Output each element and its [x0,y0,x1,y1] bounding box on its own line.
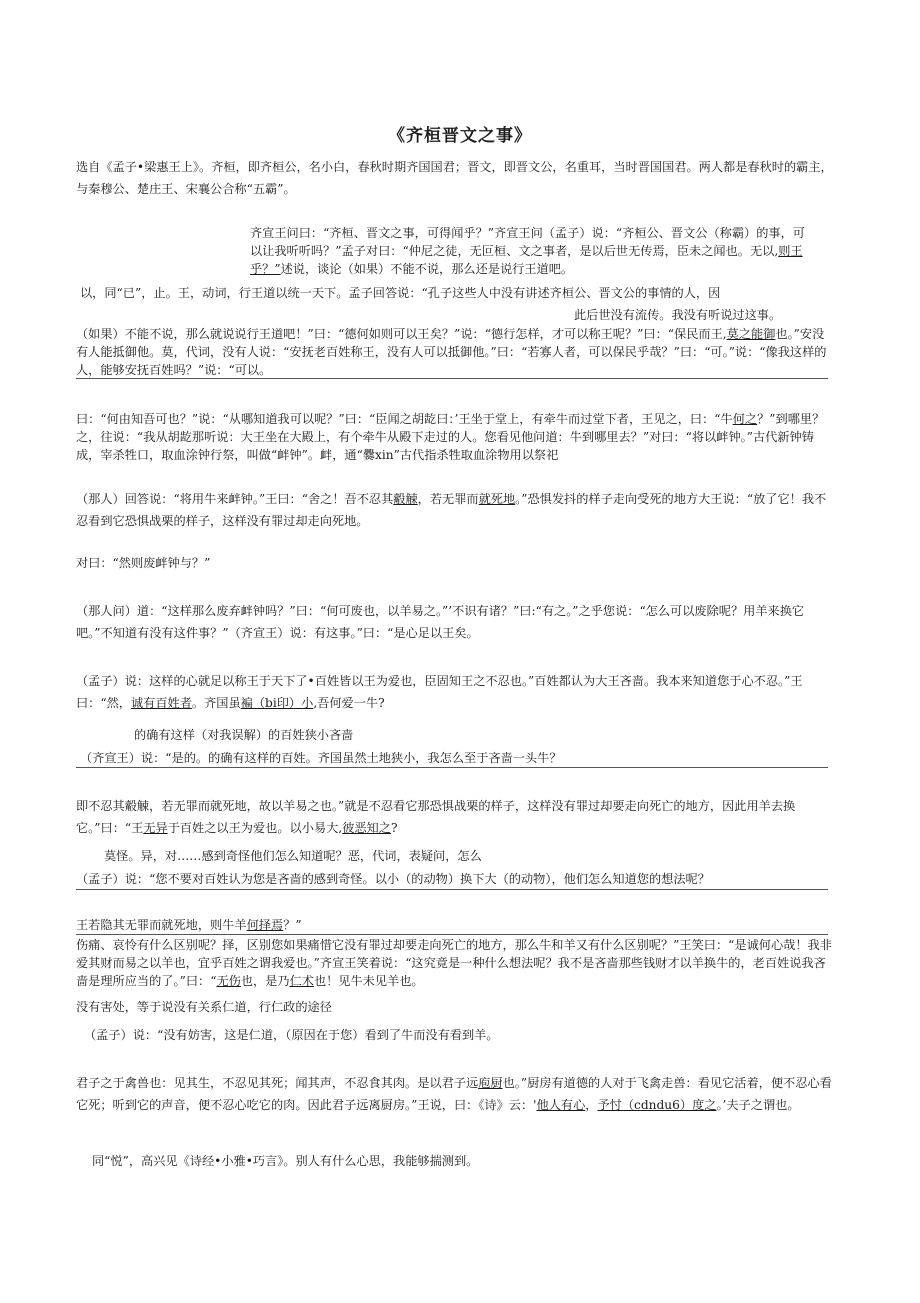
paragraph-1a-text: 齐宣王问曰：“齐桓、晋文之事，可得闻乎？”齐宣王问（孟子）说：“齐桓公、晋文公（称霸）的事，可以让我听听吗？”孟子对曰：“仲尼之徒，无叵桓、文之事者，是以后世无传焉，臣未之闻也。无以, [250,226,805,258]
underlined-term: 何择焉 [246,918,284,932]
underlined-term: 则王乎？” [250,244,803,276]
paragraph-4-mid: ，若无罪而 [417,492,479,506]
paragraph-16: （孟子）说：“没有妨害，这是仁道，（原因在于您）看到了牛而没有看到羊。 [84,1028,499,1042]
underlined-term: 何之 [732,412,758,426]
underlined-term: 就死地 [478,492,516,506]
paragraph-10-mid: 于百姓之以王为爱也。以小易大, [167,821,343,835]
paragraph-13 [76,914,302,936]
paragraph-2 [76,325,836,379]
paragraph-3-text: 曰：“何由知吾可也？”说：“从哪知道我可以呢？”曰：“臣闻之胡龁曰：’王坐于堂上，有牵牛而过堂下者，王见之，曰：“牛 [76,412,733,426]
paragraph-1c: 此后世没有流传。我没有听说过这事。 [574,308,782,322]
paragraph-7-mid: 。齐国虽 [191,696,241,710]
underlined-term: 褊（bi印）小 [240,696,314,710]
paragraph-14-tail: 也！见牛未见羊也。 [313,974,424,988]
paragraph-17-tail: 。’夫子之谓也。 [716,1098,800,1112]
paragraph-2-tail: 也。”安没有人能抵御他。莫，代词，没有人说：“安抚老百姓称王，没有人可以抵御他。”曰：“若寡人者，可以保民乎哉？”曰：“可。”说：“像我这样的人，能够安抚百姓吗？”说：“可以。 [76,327,827,377]
intro-paragraph: 选自《孟子•梁惠王上》。齐桓，即齐桓公，名小白，春秋时期齐国国君；晋文，即晋文公，名重耳，当时晋国国君。两人都是春秋时的霸主，与秦穆公、楚庄王、宋襄公合称“五霸”。 [76,160,833,196]
divider-line [76,934,828,935]
paragraph-1a [250,224,810,278]
paragraph-10-text: 即不忍其觳觫，若无罪而就死地，故以羊易之也。”就是不忍看它那恐惧战栗的样子，这样没有罪过却要走向死亡的地方，因此用羊去换它。”曰：“王 [76,799,796,835]
paragraph-12: （孟子）说：“您不要对百姓认为您是吝啬的感到奇怪。以小（的动物）换下大（的动物），他们怎么知道您的想法呢？ [76,872,710,886]
paragraph-17 [76,1072,836,1116]
divider-line [76,378,828,379]
paragraph-5: 对曰：“然则废衅钟与？” [76,556,211,570]
paragraph-8: 的确有这样（对我误解）的百姓狭小吝啬 [134,728,354,742]
paragraph-17-sep: ， [585,1098,598,1112]
paragraph-3 [76,410,836,464]
paragraph-13-tail: ？” [283,918,302,932]
paragraph-4 [76,488,836,532]
paragraph-4-text: （那人）回答说：“将用牛来衅钟。”王曰：“舍之！吾不忍其 [76,492,394,506]
paragraph-14-mid: 也，是乃 [240,974,290,988]
document-title: 《齐桓晋文之事》 [388,126,532,146]
paragraph-2-text: （如果）不能不说，那么就说说行王道吧！”曰：“德何如则可以王矣？”说：“德行怎样，才可以称王呢？”曰：“保民而王, [76,327,727,341]
underlined-term: 觳觫 [393,492,418,506]
paragraph-13-text: 王若隐其无罪而就死地，则牛羊 [76,918,247,932]
underlined-term: 诚有百姓者 [130,696,192,710]
paragraph-3-tail: ？”到哪里？之，往说：“我从胡龁那听说：大王坐在大殿上，有个牵牛从殿下走过的人。您看见他问道：牛到哪里去？”对曰：“将以衅钟。”古代新钟铸成，宰杀牲口，取血涂钟行祭，叫做“衅钟”。衅，通“爨xin”古代指杀牲取血涂物用以祭祀 [76,412,825,462]
underlined-term: 无伤 [216,974,241,988]
underlined-term: 仁术 [289,974,314,988]
paragraph-18: 同“悦”，高兴见《诗经•小雅•巧言》。别人有什么心思，我能够揣测到。 [92,1154,479,1168]
paragraph-10-tail: ? [390,821,398,835]
paragraph-14-text: 伤痛、哀怜有什么区别呢？择，区别您如果痛惜它没有罪过却要走向死亡的地方，那么牛和羊又有什么区别呢？”王笑曰：“是诚何心哉！我非爱其财而易之以羊也，宜乎百姓之谓我爱也。”齐宣王笑着说：“这究竟是一种什么想法呢？我不是吝啬那些钱财才以羊换牛的，老百姓说我吝啬是理所应当的了。”曰：“ [76,938,832,988]
underlined-term: 他人有心 [536,1098,586,1112]
paragraph-7-text: （孟子）说：这样的心就足以称王于天下了•百姓皆以王为爱也，臣固知王之不忍也。”百姓都认为大王吝啬。我本来知道您于心不忍。”王曰：“然， [76,674,803,710]
paragraph-1a-tail: 述说，谈论（如果）不能不说，那么还是说行王道吧。 [280,262,574,276]
divider-line [76,767,828,768]
paragraph-11: 莫怪。异，对……感到奇怪他们怎么知道呢？恶，代词，表疑问，怎么 [104,849,482,863]
paragraph-7 [76,670,836,714]
paragraph-10 [76,795,836,839]
underlined-term: 予忖（cdndu6）度之 [597,1098,717,1112]
underlined-term: 莫之能御 [726,327,776,341]
paragraph-6: （那人问）道：“这样那么废弃衅钟吗？”曰：“何可废也，以羊易之。”’不识有诸？”曰:“有之。”之乎您说：“怎么可以废除呢？用羊来换它吧。”不知道有没有这件事？”（齐宣王）说：有这事。”曰：“是心足以王矣。 [76,604,805,640]
underlined-term: 庖厨 [478,1076,503,1090]
divider-line [76,889,828,890]
paragraph-17-text: 君子之于禽兽也：见其生，不忍见其死；闻其声，不忍食其肉。是以君子远 [76,1076,479,1090]
paragraph-4-tail: 。”恐惧发抖的样子走向受死的地方大王说：“放了它！我不忍看到它恐惧战栗的样子，这样没有罪过却走向死地。 [76,492,827,528]
paragraph-17-mid: 也。”厨房有道德的人对于飞禽走兽：看见它活着，便不忍心看它死；听到它的声音，便不忍心吃它的肉。因此君子远离厨房。”王说，曰：《诗》云：' [76,1076,832,1112]
paragraph-14 [76,936,836,990]
paragraph-15: 没有害处，等于说没有关系仁道，行仁政的途径 [76,1000,332,1014]
paragraph-9: （齐宣王）说：“是的。的确有这样的百姓。齐国虽然土地狭小，我怎么至于吝啬一头牛？ [80,751,562,765]
underlined-term: 无异 [143,821,168,835]
underlined-term: 彼恶知之 [342,821,391,835]
paragraph-1b: 以，同“已”，止。王，动词，行王道以统一天下。孟子回答说：“孔子这些人中没有讲述齐桓公、晋文公的事情的人，因 [80,286,721,300]
paragraph-7-tail: ,吾何爱一牛? [313,696,385,710]
